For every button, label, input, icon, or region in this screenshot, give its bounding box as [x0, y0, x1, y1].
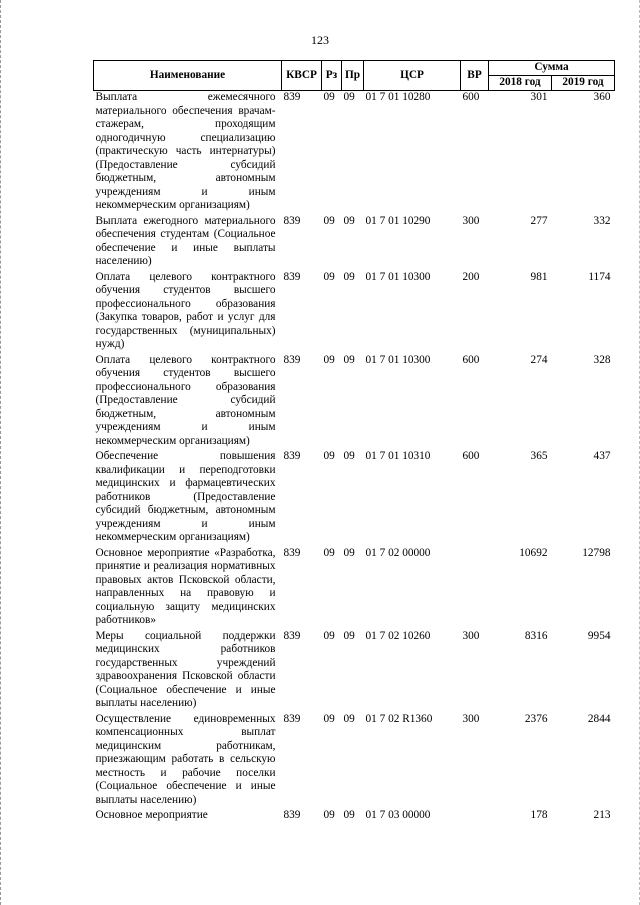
scan-left-edge: [0, 0, 4, 905]
row-rz: 09: [323, 809, 335, 821]
row-vr: 600: [462, 91, 480, 103]
row-sum-2018: 10692: [519, 546, 548, 559]
row-pr: 09: [343, 353, 355, 366]
row-vr: 200: [462, 270, 480, 283]
row-sum-2019: 9954: [587, 629, 611, 642]
row-vr: [461, 809, 489, 825]
header-name: Наименование: [94, 61, 282, 91]
header-sum: Сумма: [489, 61, 615, 76]
row-rz: 09: [323, 712, 335, 725]
row-csr: 01 7 01 10290: [365, 214, 431, 227]
row-sum-2018: 365: [530, 450, 548, 462]
row-vr: 300: [462, 712, 480, 725]
row-pr: 09: [343, 546, 355, 559]
row-sum-2018: 8316: [524, 629, 548, 642]
row-rz: 09: [323, 546, 335, 559]
row-rz: 09: [323, 214, 335, 227]
row-sum-2019: 2844: [587, 712, 611, 725]
row-sum-2018: 301: [530, 91, 548, 103]
header-rz: Рз: [322, 61, 342, 91]
header-csr: ЦСР: [364, 61, 461, 91]
row-csr: 01 7 01 10280: [365, 91, 431, 103]
row-csr: 01 7 03 00000: [365, 809, 431, 821]
row-name: Выплата ежемесячного материального обеспечения врачам-стажерам, проходящим одногодичную специализацию (практическую часть интернатуры) (Предоставление субсидий бюджетным, автономным учреждениям и иным некоммерческим организациям): [95, 91, 276, 211]
row-vr: 600: [462, 450, 480, 462]
header-pr: Пр: [342, 61, 364, 91]
row-vr: 300: [462, 214, 480, 227]
scan-right-edge: [636, 0, 640, 905]
budget-table: [93, 60, 615, 825]
row-sum-2019: 360: [593, 91, 611, 103]
row-csr: 01 7 01 10310: [365, 450, 431, 462]
row-sum-2018: 178: [530, 809, 548, 821]
row-kvsr: 839: [283, 270, 301, 283]
row-kvsr: 839: [283, 712, 301, 725]
row-kvsr: 839: [283, 450, 301, 462]
row-name: Оплата целевого контрактного обучения студентов высшего профессионального образования (Предоставление субсидий бюджетным, автономным учреждениям и иным некоммерческим организациям): [95, 353, 276, 447]
header-vr: ВР: [461, 61, 489, 91]
table-row: [94, 713, 615, 810]
table-header: [94, 61, 615, 91]
header-year-2019: 2019 год: [552, 76, 615, 91]
table-row: [94, 547, 615, 630]
row-name: Основное мероприятие: [95, 809, 208, 821]
row-name: Обеспечение повышения квалификации и переподготовки медицинских и фармацевтических работников (Предоставление субсидий бюджетным, автономным учреждениям и иным некоммерческим организациям): [95, 450, 276, 543]
row-csr: 01 7 01 10300: [365, 353, 431, 366]
row-sum-2019: 328: [593, 353, 611, 366]
row-name: Основное мероприятие «Разработка, принятие и реализация нормативных правовых актов Псковской области, направленных на правовую и социальную защиту медицинских работников»: [95, 546, 276, 626]
row-sum-2018: 2376: [524, 712, 548, 725]
table-row: [94, 809, 615, 825]
row-kvsr: 839: [283, 546, 301, 559]
row-rz: 09: [323, 450, 335, 462]
row-kvsr: 839: [283, 353, 301, 366]
row-csr: 01 7 01 10300: [365, 270, 431, 283]
header-year-2018: 2018 год: [489, 76, 552, 91]
row-sum-2019: 437: [593, 450, 611, 462]
row-pr: 09: [343, 629, 355, 642]
row-kvsr: 839: [283, 91, 301, 103]
row-kvsr: 839: [283, 629, 301, 642]
table-body: [94, 91, 615, 825]
table-row: [94, 450, 615, 547]
row-csr: 01 7 02 R1360: [365, 712, 433, 725]
header-kvsr: КВСР: [282, 61, 322, 91]
row-sum-2018: 274: [530, 353, 548, 366]
table-row: [94, 630, 615, 713]
row-pr: 09: [343, 809, 355, 821]
row-pr: 09: [343, 91, 355, 103]
row-kvsr: 839: [283, 809, 301, 821]
table-row: [94, 271, 615, 354]
row-pr: 09: [343, 712, 355, 725]
row-vr: 600: [462, 353, 480, 366]
row-pr: 09: [343, 214, 355, 227]
row-name: Меры социальной поддержки медицинских работников государственных учреждений здравоохранения Псковской области (Социальное обеспечение и иные выплаты населению): [95, 629, 276, 709]
row-vr: 300: [462, 629, 480, 642]
row-pr: 09: [343, 270, 355, 283]
row-name: Осуществление единовременных компенсационных выплат медицинским работникам, приезжающим работать в сельскую местность и рабочие поселки (Социальное обеспечение и иные выплаты населению): [95, 712, 276, 806]
row-sum-2018: 277: [530, 214, 548, 227]
table-row: [94, 91, 615, 215]
row-rz: 09: [323, 353, 335, 366]
table-row: [94, 354, 615, 451]
row-kvsr: 839: [283, 214, 301, 227]
row-rz: 09: [323, 629, 335, 642]
row-csr: 01 7 02 10260: [365, 629, 431, 642]
row-vr: [461, 547, 489, 630]
row-name: Оплата целевого контрактного обучения студентов высшего профессионального образования (Закупка товаров, работ и услуг для государственных (муниципальных) нужд): [95, 270, 276, 350]
row-sum-2019: 332: [593, 214, 611, 227]
row-sum-2019: 1174: [588, 270, 611, 283]
row-name: Выплата ежегодного материального обеспечения студентам (Социальное обеспечение и иные выплаты населению): [95, 214, 276, 267]
row-sum-2019: 12798: [582, 546, 611, 559]
row-pr: 09: [343, 450, 355, 462]
row-rz: 09: [323, 91, 335, 103]
row-rz: 09: [323, 270, 335, 283]
table-row: [94, 215, 615, 271]
row-sum-2019: 213: [593, 809, 611, 821]
page-number: 123: [311, 33, 329, 47]
row-csr: 01 7 02 00000: [365, 546, 431, 559]
row-sum-2018: 981: [530, 270, 548, 283]
